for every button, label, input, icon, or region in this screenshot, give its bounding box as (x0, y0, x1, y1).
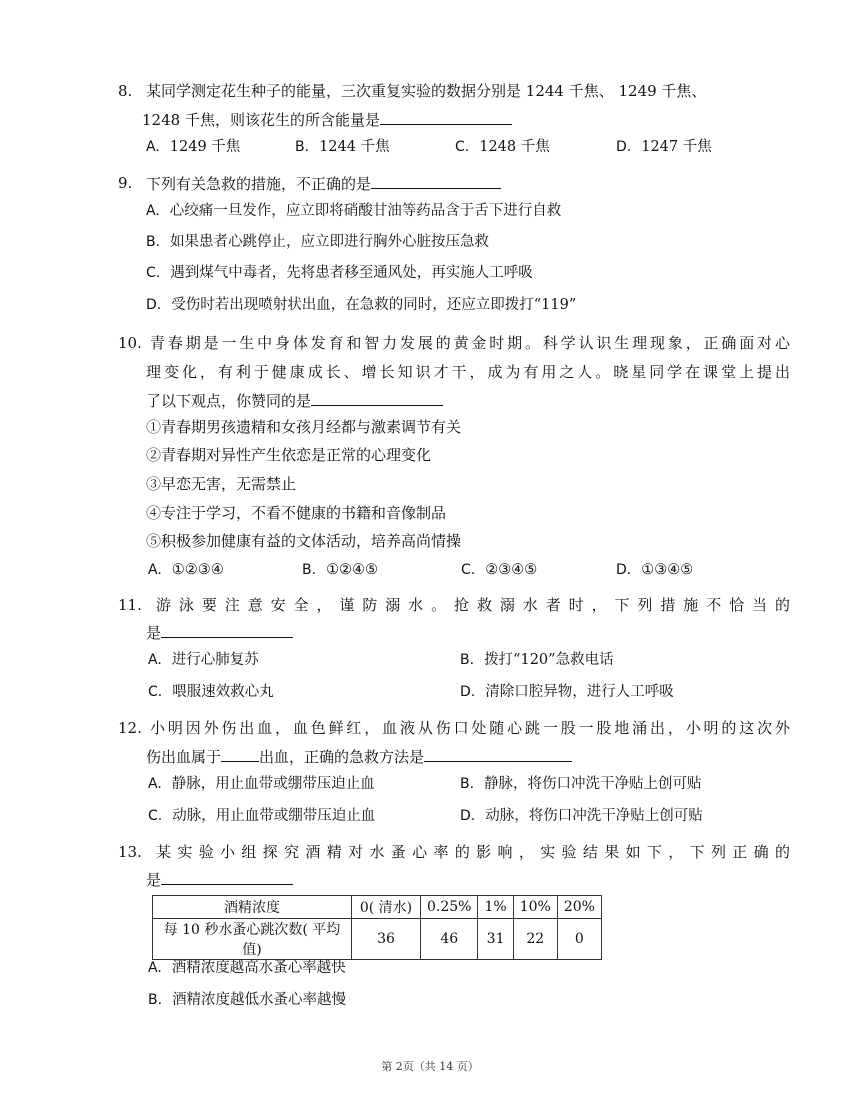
question-11-stem-line2 (146, 621, 293, 644)
question-11-option-d[interactable] (460, 681, 674, 703)
question-11-stem-text: 是 (146, 624, 162, 642)
answer-blank (371, 172, 501, 189)
option-letter: B. (460, 652, 475, 668)
table-cell: 每 10 秒水蚤心跳次数( 平均值) (153, 919, 352, 960)
question-8-option-b[interactable] (295, 136, 390, 158)
option-letter: A. (148, 960, 162, 976)
option-letter: C. (148, 684, 163, 700)
option-text: 心绞痛一旦发作，应立即将硝酸甘油等药品含于舌下进行自救 (169, 203, 562, 219)
option-letter: B. (460, 776, 475, 792)
question-10-stem-line2: 理变化，有利于健康成长、增长知识才干，成为有用之人。晓星同学在课堂上提出 (146, 363, 790, 381)
option-text: 喂服速效救心丸 (172, 684, 274, 700)
answer-blank (161, 621, 293, 638)
question-9-option-b[interactable] (146, 231, 489, 253)
option-letter: B. (295, 139, 310, 155)
option-text: ②③④⑤ (485, 562, 538, 578)
statement-4: ④专注于学习，不看不健康的书籍和音像制品 (146, 504, 447, 522)
option-letter: D. (616, 139, 632, 155)
option-letter: D. (146, 297, 162, 313)
option-letter: C. (455, 139, 470, 155)
question-8-option-a[interactable] (146, 136, 240, 158)
option-text: 动脉，将伤口冲洗干净贴上创可贴 (485, 808, 703, 824)
option-letter: A. (148, 776, 162, 792)
question-8-option-d[interactable] (616, 136, 712, 158)
table-header-row (153, 896, 602, 919)
table-cell: 22 (513, 919, 557, 960)
option-letter: D. (460, 684, 476, 700)
option-text: 遇到煤气中毒者，先将患者移至通风处，再实施人工呼吸 (170, 265, 533, 281)
question-12-stem-line2 (146, 745, 572, 768)
option-letter: A. (146, 203, 160, 219)
option-text: 进行心肺复苏 (171, 652, 259, 668)
table-cell: 0 (557, 919, 601, 960)
answer-blank (380, 108, 512, 125)
option-text: 拨打“120”急救电话 (484, 652, 614, 668)
question-12-number: 12. (118, 719, 142, 737)
question-10-option-b[interactable] (302, 559, 378, 581)
question-12-option-b[interactable] (460, 773, 702, 795)
question-10-stem-text: 了以下观点，你赞同的是 (146, 392, 312, 410)
data-table (152, 895, 602, 960)
question-10-stem-line3 (146, 389, 443, 412)
option-letter: C. (146, 265, 161, 281)
question-10-stem-line1: 青春期是一生中身体发育和智力发展的黄金时期。科学认识生理现象，正确面对心 (150, 334, 790, 352)
question-9-stem (146, 172, 501, 195)
option-text: ①③④⑤ (641, 562, 694, 578)
question-8-stem-text: 1248 千焦，则该花生的所含能量是 (142, 111, 380, 129)
question-10-number: 10. (118, 334, 142, 352)
table-header-cell: 10% (513, 896, 557, 919)
table-row (153, 919, 602, 960)
option-text: 静脉，用止血带或绷带压迫止血 (171, 776, 375, 792)
option-text: ①②④⑤ (326, 562, 379, 578)
question-12-option-c[interactable] (148, 805, 375, 827)
answer-blank (161, 868, 293, 885)
option-text: ①②③④ (171, 562, 224, 578)
statement-1: ①青春期男孩遗精和女孩月经都与激素调节有关 (146, 418, 462, 436)
question-13-stem-line1: 某实验小组探究酒精对水蚤心率的影响，实验结果如下，下列正确的 (156, 843, 790, 861)
question-9-number: 9. (118, 174, 133, 192)
question-12-option-d[interactable] (460, 805, 703, 827)
option-text: 1248 千焦 (479, 139, 550, 155)
option-letter: D. (616, 562, 632, 578)
table-header-cell: 0.25% (421, 896, 478, 919)
answer-blank (221, 745, 259, 762)
question-10-option-c[interactable] (461, 559, 537, 581)
question-8-stem-line1: 某同学测定花生种子的能量，三次重复实验的数据分别是 1244 千焦、 1249 千焦、 (146, 82, 707, 100)
answer-blank (311, 389, 443, 406)
question-8-stem-line2 (142, 108, 512, 131)
table-cell: 36 (352, 919, 421, 960)
option-letter: B. (146, 234, 161, 250)
option-letter: D. (460, 808, 476, 824)
question-13-option-b[interactable] (148, 989, 346, 1011)
option-letter: A. (148, 562, 162, 578)
question-11-option-c[interactable] (148, 681, 274, 703)
question-8-number: 8. (118, 82, 133, 100)
table-header-cell: 1% (478, 896, 513, 919)
question-13-stem-line2 (146, 868, 293, 891)
table-header-cell: 0( 清水) (352, 896, 421, 919)
question-12-stem-text-b: 出血，正确的急救方法是 (259, 748, 425, 766)
question-13-option-a[interactable] (148, 957, 346, 979)
question-9-option-a[interactable] (146, 200, 561, 222)
option-text: 酒精浓度越低水蚤心率越慢 (172, 992, 347, 1008)
question-13-number: 13. (118, 843, 142, 861)
option-text: 1249 千焦 (169, 139, 241, 155)
question-11-number: 11. (118, 596, 142, 614)
option-text: 清除口腔异物，进行人工呼吸 (485, 684, 674, 700)
option-text: 1247 千焦 (641, 139, 712, 155)
table-header-cell: 20% (557, 896, 601, 919)
option-text: 动脉，用止血带或绷带压迫止血 (172, 808, 376, 824)
option-letter: B. (302, 562, 317, 578)
option-text: 受伤时若出现喷射状出血，在急救的同时，还应立即拨打“119” (171, 297, 577, 313)
option-letter: C. (148, 808, 163, 824)
table-cell: 46 (421, 919, 478, 960)
statement-3: ③早恋无害，无需禁止 (146, 475, 297, 493)
question-11-option-b[interactable] (460, 649, 614, 671)
question-9-stem-text: 下列有关急救的措施，不正确的是 (146, 175, 372, 193)
option-letter: C. (461, 562, 476, 578)
question-10-option-a[interactable] (148, 559, 224, 581)
question-13-stem-text: 是 (146, 871, 162, 889)
question-12-stem-line1: 小明因外伤出血，血色鲜红，血液从伤口处随心跳一股一股地涌出，小明的这次外 (150, 719, 790, 737)
question-11-stem-line1: 游泳要注意安全，谨防溺水。抢救溺水者时，下列措施不恰当的 (156, 596, 790, 614)
question-9-option-c[interactable] (146, 262, 533, 284)
table-header-cell: 酒精浓度 (153, 896, 352, 919)
option-text: 静脉，将伤口冲洗干净贴上创可贴 (484, 776, 702, 792)
question-12-option-a[interactable] (148, 773, 375, 795)
option-text: 1244 千焦 (319, 139, 390, 155)
option-text: 酒精浓度越高水蚤心率越快 (171, 960, 346, 976)
question-9-option-d[interactable] (146, 294, 576, 316)
table-cell: 31 (478, 919, 513, 960)
page-footer: 第 2页（共 14 页） (381, 1060, 479, 1073)
question-8-option-c[interactable] (455, 136, 550, 158)
question-12-stem-text-a: 伤出血属于 (146, 748, 222, 766)
option-letter: A. (146, 139, 160, 155)
option-text: 如果患者心跳停止，应立即进行胸外心脏按压急救 (170, 234, 490, 250)
question-10-option-d[interactable] (616, 559, 693, 581)
question-11-option-a[interactable] (148, 649, 259, 671)
answer-blank (424, 745, 572, 762)
option-letter: A. (148, 652, 162, 668)
statement-5: ⑤积极参加健康有益的文体活动，培养高尚情操 (146, 532, 462, 550)
option-letter: B. (148, 992, 163, 1008)
statement-2: ②青春期对异性产生依恋是正常的心理变化 (146, 446, 432, 464)
